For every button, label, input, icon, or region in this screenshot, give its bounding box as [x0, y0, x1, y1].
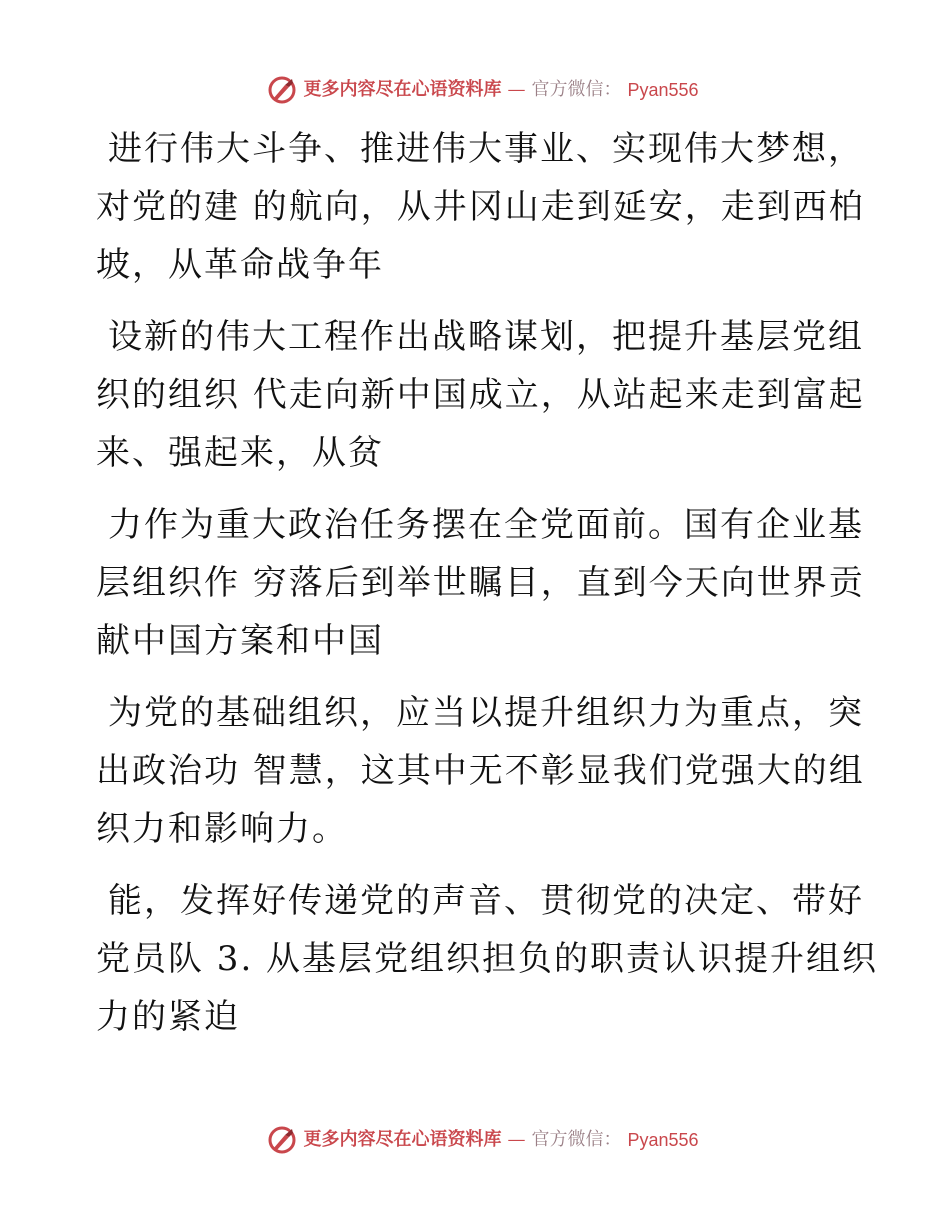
text-line: 出政治功 智慧，这其中无不彰显我们党强大的组 — [96, 751, 865, 791]
banner-dash: — — [507, 79, 526, 100]
text-line: 献中国方案和中国 — [96, 621, 384, 661]
banner-official-label: 官方微信： — [531, 79, 622, 100]
paragraph-2 — [96, 308, 865, 482]
banner-main-text: 更多内容尽在心语资料库 — [303, 1129, 502, 1150]
banner-dash: — — [507, 1129, 526, 1150]
text-line: 织力和影响力。 — [96, 809, 348, 849]
text-line: 对党的建 的航向，从井冈山走到延安，走到西柏 — [96, 187, 865, 227]
paragraph-3 — [96, 496, 865, 670]
text-line: 来、强起来，从贫 — [96, 433, 384, 473]
banner-main-text: 更多内容尽在心语资料库 — [303, 79, 502, 100]
text-line: 力作为重大政治任务摆在全党面前。国有企业基 — [108, 505, 864, 545]
text-line: 织的组织 代走向新中国成立，从站起来走到富起 — [96, 375, 865, 415]
text-line: 为党的基础组织，应当以提升组织力为重点，突 — [108, 693, 864, 733]
text-line: 能，发挥好传递党的声音、贯彻党的决定、带好 — [108, 881, 864, 921]
paragraph-1 — [96, 120, 865, 294]
banner-official-label: 官方微信： — [531, 1129, 622, 1150]
header-banner — [0, 70, 950, 110]
banner-wechat-handle: Pyan556 — [627, 80, 699, 100]
text-line: 党员队 3. 从基层党组织担负的职责认识提升组织 — [96, 939, 879, 979]
text-line: 力的紧迫 — [96, 997, 240, 1037]
footer-banner — [0, 1120, 950, 1160]
quill-pen-seal-icon — [267, 1125, 297, 1155]
text-line: 层组织作 穷落后到举世瞩目，直到今天向世界贡 — [96, 563, 865, 603]
paragraph-4 — [96, 684, 865, 858]
banner-content — [267, 1125, 698, 1155]
text-line: 设新的伟大工程作出战略谋划，把提升基层党组 — [108, 317, 864, 357]
banner-content — [267, 75, 698, 105]
text-line: 坡，从革命战争年 — [96, 245, 384, 285]
paragraph-5 — [96, 872, 879, 1046]
text-line: 进行伟大斗争、推进伟大事业、实现伟大梦想， — [108, 129, 864, 169]
banner-wechat-handle: Pyan556 — [627, 1130, 699, 1150]
quill-pen-seal-icon — [267, 75, 297, 105]
document-body — [96, 120, 879, 1060]
